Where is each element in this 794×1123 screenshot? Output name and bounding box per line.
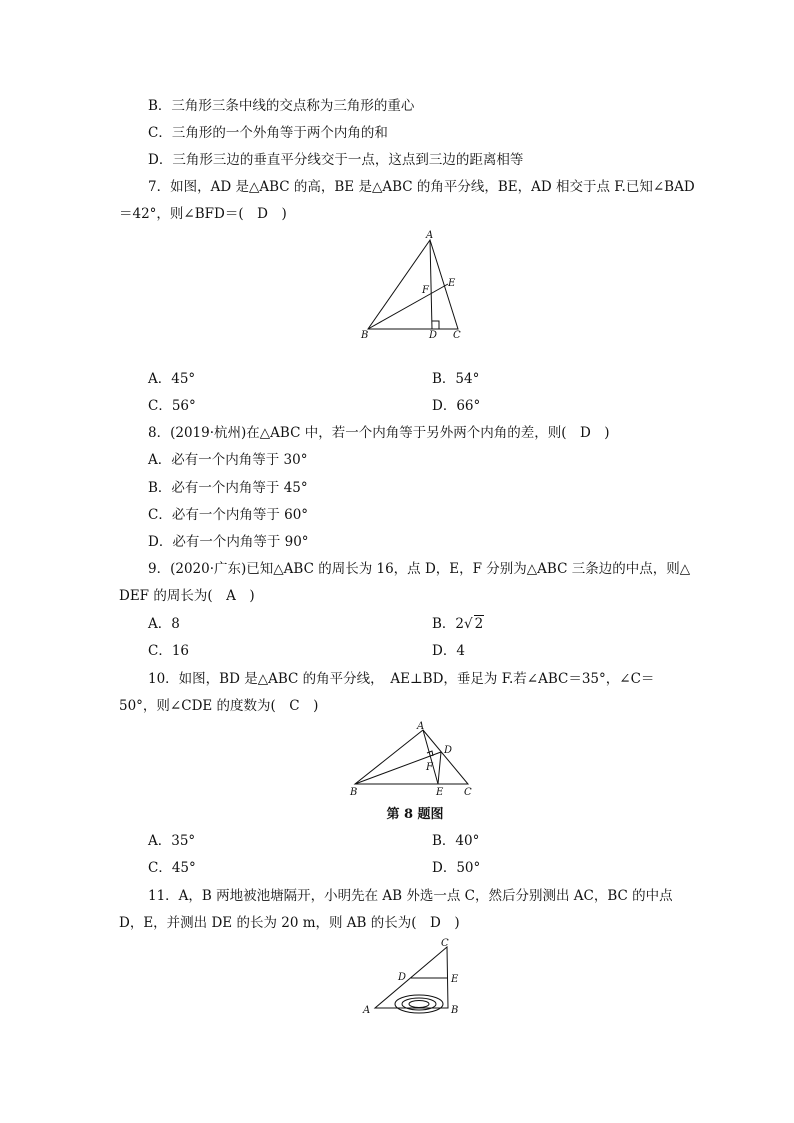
fig10-triangle-abc <box>355 730 468 784</box>
fig11-label-e: E <box>451 974 459 985</box>
fig10-label-a: A <box>417 721 425 732</box>
q8-option-d: D．必有一个内角等于 90° <box>148 534 309 550</box>
fig7-triangle-abc <box>368 240 458 329</box>
q10-stem-line1: 10．如图，BD 是△ABC 的角平分线， AE⊥BD，垂足为 F.若∠ABC＝35°，∠C＝ <box>148 671 655 687</box>
figure-q10 <box>345 718 480 800</box>
fig7-bisector-be <box>368 284 448 329</box>
q7-option-b: B．54° <box>432 371 480 387</box>
fig11-label-c: C <box>441 938 449 949</box>
q9-stem-line1: 9．(2020·广东)已知△ABC 的周长为 16，点 D，E，F 分别为△ABC 三条边的中点，则△ <box>148 561 691 577</box>
q9-option-a: A．8 <box>148 616 180 632</box>
q10-option-c: C．45° <box>148 860 196 876</box>
q9-option-b-prefix: B．2 <box>432 616 465 632</box>
fig7-right-angle-mark <box>432 321 439 329</box>
q10-figure-caption: 第 8 题图 <box>386 807 444 822</box>
q8-option-a: A．必有一个内角等于 30° <box>148 452 308 468</box>
pond-icon <box>395 995 443 1013</box>
q9-option-b <box>432 614 484 634</box>
q11-stem-line2: D，E，并测出 DE 的长为 20 m，则 AB 的长为( D ) <box>119 915 460 931</box>
fig7-label-e: E <box>448 278 456 289</box>
q10-option-d: D．50° <box>432 860 481 876</box>
q7-option-c: C．56° <box>148 398 196 414</box>
fig11-label-a: A <box>363 1005 371 1016</box>
fig7-altitude-ad <box>430 240 432 329</box>
q8-option-b: B．必有一个内角等于 45° <box>148 480 308 496</box>
fig10-label-e: E <box>436 787 444 798</box>
q8-option-c: C．必有一个内角等于 60° <box>148 507 309 523</box>
fig10-perpendicular-ae <box>423 730 438 784</box>
figure-q11 <box>355 936 470 1018</box>
q9-stem-line2: DEF 的周长为( A ) <box>119 588 255 604</box>
fig10-label-d: D <box>444 745 453 756</box>
fig10-label-b: B <box>350 787 358 798</box>
fig10-label-c: C <box>464 787 472 798</box>
q9-option-b-radicand: 2 <box>474 616 484 632</box>
q6-option-c: C．三角形的一个外角等于两个内角的和 <box>148 125 388 141</box>
q8-stem: 8．(2019·杭州)在△ABC 中，若一个内角等于另外两个内角的差，则( D ) <box>148 425 610 441</box>
fig7-label-c: C <box>453 330 461 341</box>
q11-stem-line1: 11．A，B 两地被池塘隔开，小明先在 AB 外选一点 C，然后分别测出 AC，BC 的中点 <box>148 888 673 904</box>
q7-stem-line2: ＝42°，则∠BFD＝( D ) <box>119 206 287 222</box>
figure-q7 <box>350 228 470 343</box>
fig7-label-b: B <box>361 330 369 341</box>
q10-stem-line2: 50°，则∠CDE 的度数为( C ) <box>119 698 319 714</box>
fig7-label-f: F <box>422 285 429 296</box>
q10-option-b: B．40° <box>432 833 480 849</box>
q6-option-b: B．三角形三条中线的交点称为三角形的重心 <box>148 98 415 114</box>
q7-option-d: D．66° <box>432 398 481 414</box>
fig10-segment-de <box>438 752 441 784</box>
fig7-label-d: D <box>429 330 438 341</box>
q10-option-a: A．35° <box>148 833 196 849</box>
q6-option-d: D．三角形三边的垂直平分线交于一点，这点到三边的距离相等 <box>148 152 524 168</box>
fig11-label-b: B <box>451 1005 459 1016</box>
fig11-label-d: D <box>398 972 407 983</box>
fig7-label-a: A <box>426 230 434 241</box>
q9-option-d: D．4 <box>432 643 465 659</box>
q9-option-c: C．16 <box>148 643 190 659</box>
sqrt-symbol: √ 2 <box>464 616 484 632</box>
q7-stem-line1: 7．如图，AD 是△ABC 的高，BE 是△ABC 的角平分线，BE，AD 相交于点 F.已知∠BAD <box>148 179 695 195</box>
q7-option-a: A．45° <box>148 371 196 387</box>
fig10-label-f: F <box>426 762 433 773</box>
